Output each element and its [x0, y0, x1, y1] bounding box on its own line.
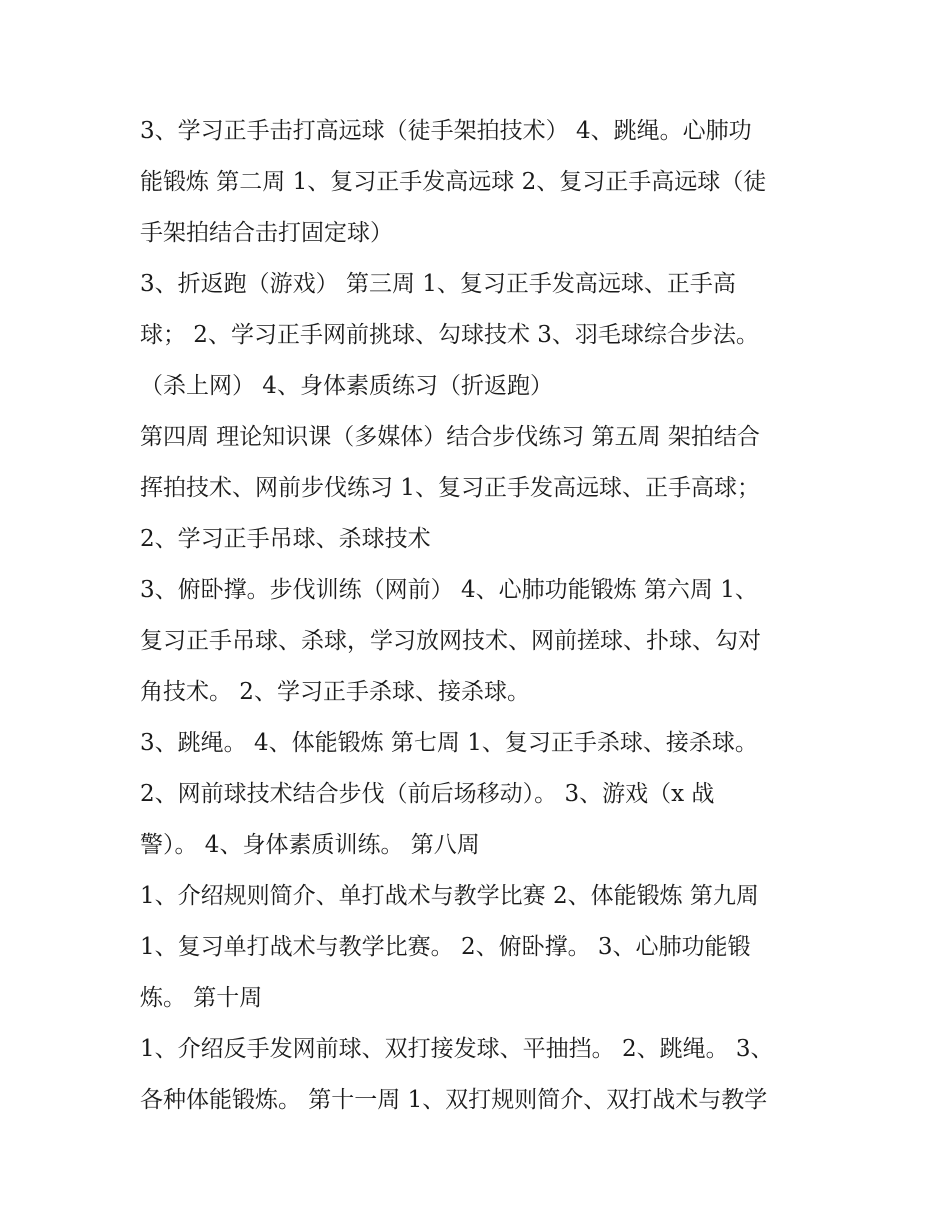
text-line: 3、学习正手击打高远球（徒手架拍技术） 4、跳绳。心肺功: [140, 118, 752, 144]
text-line: 1、介绍反手发网前球、双打接发球、平抽挡。 2、跳绳。 3、: [140, 1036, 774, 1062]
text-line: 3、跳绳。 4、体能锻炼 第七周 1、复习正手杀球、接杀球。: [140, 730, 758, 756]
text-line: 球； 2、学习正手网前挑球、勾球技术 3、羽毛球综合步法。: [140, 322, 759, 348]
text-line: 3、折返跑（游戏） 第三周 1、复习正手发高远球、正手高: [140, 271, 736, 297]
document-body: [140, 106, 840, 1126]
text-line: 手架拍结合击打固定球）: [140, 220, 393, 246]
text-line: 第四周 理论知识课（多媒体）结合步伐练习 第五周 架拍结合: [140, 424, 760, 450]
text-line: 挥拍技术、网前步伐练习 1、复习正手发高远球、正手高球；: [140, 475, 760, 501]
text-line: 炼。 第十周: [140, 985, 263, 1011]
text-line: 各种体能锻炼。 第十一周 1、双打规则简介、双打战术与教学: [140, 1087, 768, 1113]
text-line: 警）。 4、身体素质训练。 第八周: [140, 832, 480, 858]
text-line: 角技术。 2、学习正手杀球、接杀球。: [140, 679, 530, 705]
text-line: 复习正手吊球、杀球，学习放网技术、网前搓球、扑球、勾对: [140, 628, 761, 654]
text-line: （杀上网） 4、身体素质练习（折返跑）: [140, 373, 553, 399]
text-line: 1、复习单打战术与教学比赛。 2、俯卧撑。 3、心肺功能锻: [140, 934, 751, 960]
text-line: 能锻炼 第二周 1、复习正手发高远球 2、复习正手高远球（徒: [140, 169, 767, 195]
text-line: 3、俯卧撑。步伐训练（网前） 4、心肺功能锻炼 第六周 1、: [140, 577, 758, 603]
text-line: 2、学习正手吊球、杀球技术: [140, 526, 431, 552]
text-line: 1、介绍规则简介、单打战术与教学比赛 2、体能锻炼 第九周: [140, 883, 759, 909]
text-line: 2、网前球技术结合步伐（前后场移动）。 3、游戏（x 战: [140, 781, 715, 807]
